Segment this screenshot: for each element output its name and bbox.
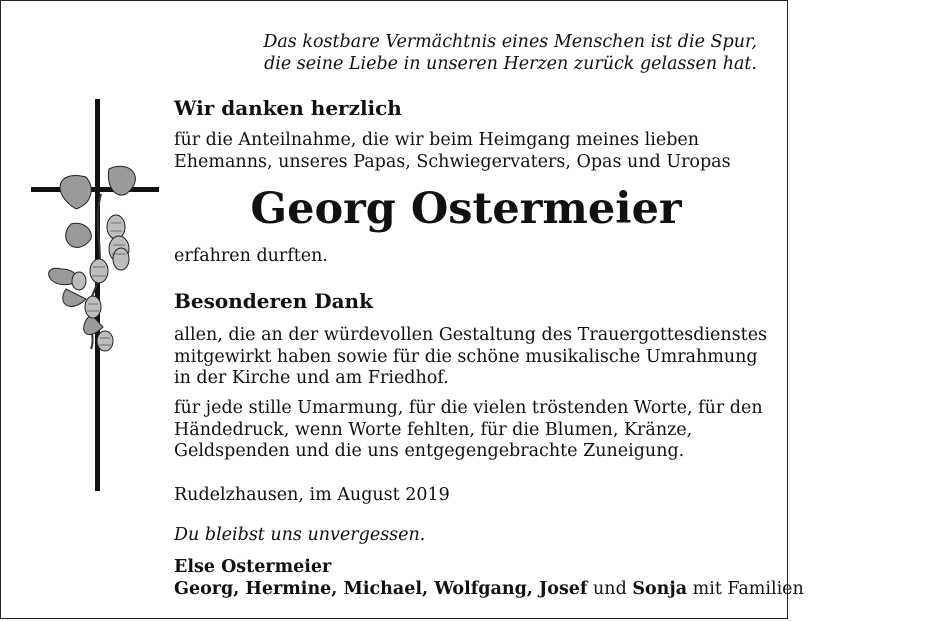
signer-family — [174, 579, 804, 599]
special-thanks-paragraph-2 — [174, 398, 764, 463]
motto-line-2: die seine Liebe in unseren Herzen zurück gelassen hat. — [264, 54, 757, 74]
special-p1-line-1: allen, die an der würdevollen Gestaltung des Trauergottesdienstes — [174, 325, 768, 345]
closing-line: Du bleibst uns unvergessen. — [174, 525, 426, 545]
thanks-line-2: Ehemanns, unseres Papas, Schwiegervaters, Opas und Uropas — [174, 151, 731, 172]
special-p2-line-3: Geldspenden und die uns entgegengebrachte Zuneigung. — [174, 441, 685, 461]
signer-children: Georg, Hermine, Michael, Wolfgang, Josef — [174, 579, 588, 599]
place-date: Rudelzhausen, im August 2019 — [174, 485, 450, 505]
special-p1-line-3: in der Kirche und am Friedhof. — [174, 368, 449, 388]
special-thanks-paragraph-1 — [174, 325, 768, 390]
special-thanks-heading: Besonderen Dank — [174, 289, 373, 313]
cross-with-hop-vine-icon — [31, 99, 166, 491]
after-name-text: erfahren durften. — [174, 246, 328, 266]
special-p2-line-2: Händedruck, wenn Worte fehlten, für die Blumen, Kränze, — [174, 419, 693, 440]
special-p1-line-2: mitgewirkt haben sowie für die schöne musikalische Umrahmung — [174, 346, 758, 367]
motto-line-1: Das kostbare Vermächtnis eines Menschen ist die Spur, — [263, 32, 757, 52]
signer-suffix: mit Familien — [687, 579, 804, 599]
signer-last-child: Sonja — [632, 579, 688, 599]
signer-and: und — [587, 579, 633, 599]
signer-widow: Else Ostermeier — [174, 557, 332, 577]
thanks-line-1: für die Anteilnahme, die wir beim Heimgang meines lieben — [174, 130, 700, 150]
thanks-text — [174, 130, 764, 173]
special-p2-line-1: für jede stille Umarmung, für die vielen tröstenden Worte, für den — [174, 398, 763, 418]
motto-quote — [263, 31, 757, 75]
deceased-name: Georg Ostermeier — [250, 184, 682, 234]
thanks-heading: Wir danken herzlich — [174, 96, 402, 120]
